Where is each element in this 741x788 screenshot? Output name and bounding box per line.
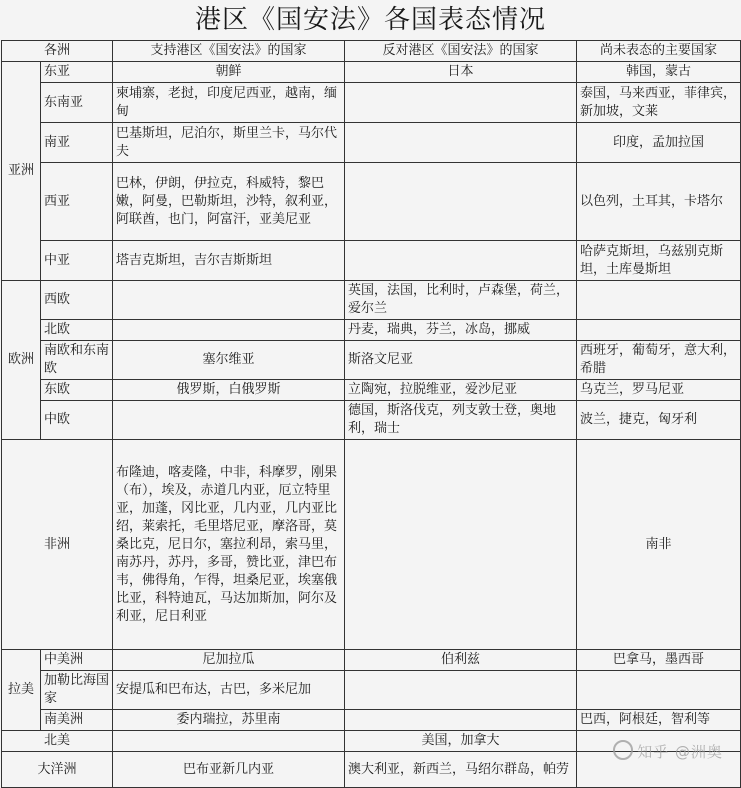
oppose-cell: 澳大利亚，新西兰，马绍尔群岛，帕劳 bbox=[345, 752, 577, 788]
header-neutral: 尚未表态的主要国家 bbox=[577, 41, 741, 62]
header-row bbox=[2, 41, 741, 62]
watermark bbox=[613, 740, 723, 762]
page-title: 港区《国安法》各国表态情况 bbox=[194, 5, 546, 35]
subregion-label: 东欧 bbox=[41, 380, 113, 401]
neutral-cell bbox=[577, 671, 741, 710]
neutral-cell: 韩国，蒙古 bbox=[577, 62, 741, 83]
oppose-cell bbox=[345, 671, 577, 710]
continent-europe: 欧洲 bbox=[2, 281, 41, 440]
oppose-cell: 美国，加拿大 bbox=[345, 731, 577, 752]
continent-oceania: 大洋洲 bbox=[2, 752, 113, 788]
support-cell: 布隆迪，喀麦隆，中非，科摩罗，刚果（布），埃及，赤道几内亚，厄立特里亚，加蓬，冈比亚，几内亚，几内亚比绍，莱索托，毛里塔尼亚，摩洛哥，莫桑比克，尼日尔，塞拉利昂，索马里，南苏丹，苏丹，多哥，赞比亚，津巴布韦，佛得角，乍得，坦桑尼亚，埃塞俄比亚，科特迪瓦，马达加斯加，阿尔及利亚，尼日利亚 bbox=[113, 440, 345, 650]
subregion-label: 南亚 bbox=[41, 123, 113, 163]
oppose-cell: 伯利兹 bbox=[345, 650, 577, 671]
subregion-label: 西亚 bbox=[41, 163, 113, 241]
table-row bbox=[2, 440, 741, 650]
support-cell: 朝鲜 bbox=[113, 62, 345, 83]
subregion-label: 西欧 bbox=[41, 281, 113, 320]
table-row bbox=[2, 62, 741, 83]
support-cell: 巴基斯坦，尼泊尔，斯里兰卡，马尔代夫 bbox=[113, 123, 345, 163]
subregion-label: 东南亚 bbox=[41, 83, 113, 123]
neutral-cell: 西班牙，葡萄牙，意大利，希腊 bbox=[577, 341, 741, 380]
support-cell bbox=[113, 401, 345, 440]
support-cell: 俄罗斯，白俄罗斯 bbox=[113, 380, 345, 401]
support-cell bbox=[113, 281, 345, 320]
subregion-label: 南欧和东南欧 bbox=[41, 341, 113, 380]
support-cell bbox=[113, 320, 345, 341]
table-row bbox=[2, 671, 741, 710]
neutral-cell bbox=[577, 320, 741, 341]
stance-table bbox=[1, 40, 741, 788]
subregion-label: 中亚 bbox=[41, 241, 113, 281]
oppose-cell: 日本 bbox=[345, 62, 577, 83]
oppose-cell bbox=[345, 440, 577, 650]
neutral-cell: 印度，孟加拉国 bbox=[577, 123, 741, 163]
table-row bbox=[2, 710, 741, 731]
subregion-label: 北欧 bbox=[41, 320, 113, 341]
table-row bbox=[2, 341, 741, 380]
continent-africa: 非洲 bbox=[2, 440, 113, 650]
oppose-cell bbox=[345, 163, 577, 241]
oppose-cell: 立陶宛，拉脱维亚，爱沙尼亚 bbox=[345, 380, 577, 401]
table-row bbox=[2, 401, 741, 440]
oppose-cell bbox=[345, 710, 577, 731]
oppose-cell bbox=[345, 83, 577, 123]
continent-asia: 亚洲 bbox=[2, 62, 41, 281]
header-oppose: 反对港区《国安法》的国家 bbox=[345, 41, 577, 62]
table-row bbox=[2, 320, 741, 341]
support-cell: 巴林，伊朗，伊拉克，科威特，黎巴嫩，阿曼，巴勒斯坦，沙特，叙利亚，阿联酋，也门，阿富汗，亚美尼亚 bbox=[113, 163, 345, 241]
neutral-cell: 乌克兰，罗马尼亚 bbox=[577, 380, 741, 401]
table-row bbox=[2, 650, 741, 671]
subregion-label: 东亚 bbox=[41, 62, 113, 83]
subregion-label: 南美洲 bbox=[41, 710, 113, 731]
continent-latam: 拉美 bbox=[2, 650, 41, 731]
table-row bbox=[2, 83, 741, 123]
support-cell: 塔吉克斯坦，吉尔吉斯斯坦 bbox=[113, 241, 345, 281]
neutral-cell: 南非 bbox=[577, 440, 741, 650]
continent-north-america: 北美 bbox=[2, 731, 113, 752]
support-cell: 安提瓜和巴布达，古巴，多米尼加 bbox=[113, 671, 345, 710]
oppose-cell bbox=[345, 241, 577, 281]
oppose-cell: 丹麦，瑞典，芬兰，冰岛，挪威 bbox=[345, 320, 577, 341]
table-row bbox=[2, 241, 741, 281]
support-cell: 柬埔寨，老挝，印度尼西亚，越南，缅甸 bbox=[113, 83, 345, 123]
support-cell: 委内瑞拉，苏里南 bbox=[113, 710, 345, 731]
subregion-label: 加勒比海国家 bbox=[41, 671, 113, 710]
neutral-cell bbox=[577, 281, 741, 320]
subregion-label: 中美洲 bbox=[41, 650, 113, 671]
table-row bbox=[2, 163, 741, 241]
subregion-label: 中欧 bbox=[41, 401, 113, 440]
oppose-cell: 英国，法国，比利时，卢森堡，荷兰，爱尔兰 bbox=[345, 281, 577, 320]
watermark-icon bbox=[613, 740, 633, 760]
oppose-cell: 德国，斯洛伐克，列支敦士登，奥地利，瑞士 bbox=[345, 401, 577, 440]
table-row bbox=[2, 380, 741, 401]
watermark-text: 知乎 @洲奥 bbox=[637, 743, 723, 761]
oppose-cell bbox=[345, 123, 577, 163]
support-cell: 塞尔维亚 bbox=[113, 341, 345, 380]
oppose-cell: 斯洛文尼亚 bbox=[345, 341, 577, 380]
support-cell: 尼加拉瓜 bbox=[113, 650, 345, 671]
neutral-cell: 巴拿马，墨西哥 bbox=[577, 650, 741, 671]
neutral-cell: 巴西，阿根廷，智利等 bbox=[577, 710, 741, 731]
support-cell bbox=[113, 731, 345, 752]
neutral-cell: 波兰，捷克，匈牙利 bbox=[577, 401, 741, 440]
neutral-cell: 泰国，马来西亚，菲律宾，新加坡，文莱 bbox=[577, 83, 741, 123]
support-cell: 巴布亚新几内亚 bbox=[113, 752, 345, 788]
table-row bbox=[2, 123, 741, 163]
neutral-cell: 以色列，土耳其，卡塔尔 bbox=[577, 163, 741, 241]
table-row bbox=[2, 281, 741, 320]
neutral-cell: 哈萨克斯坦，乌兹别克斯坦，土库曼斯坦 bbox=[577, 241, 741, 281]
header-region: 各洲 bbox=[2, 41, 113, 62]
header-support: 支持港区《国安法》的国家 bbox=[113, 41, 345, 62]
